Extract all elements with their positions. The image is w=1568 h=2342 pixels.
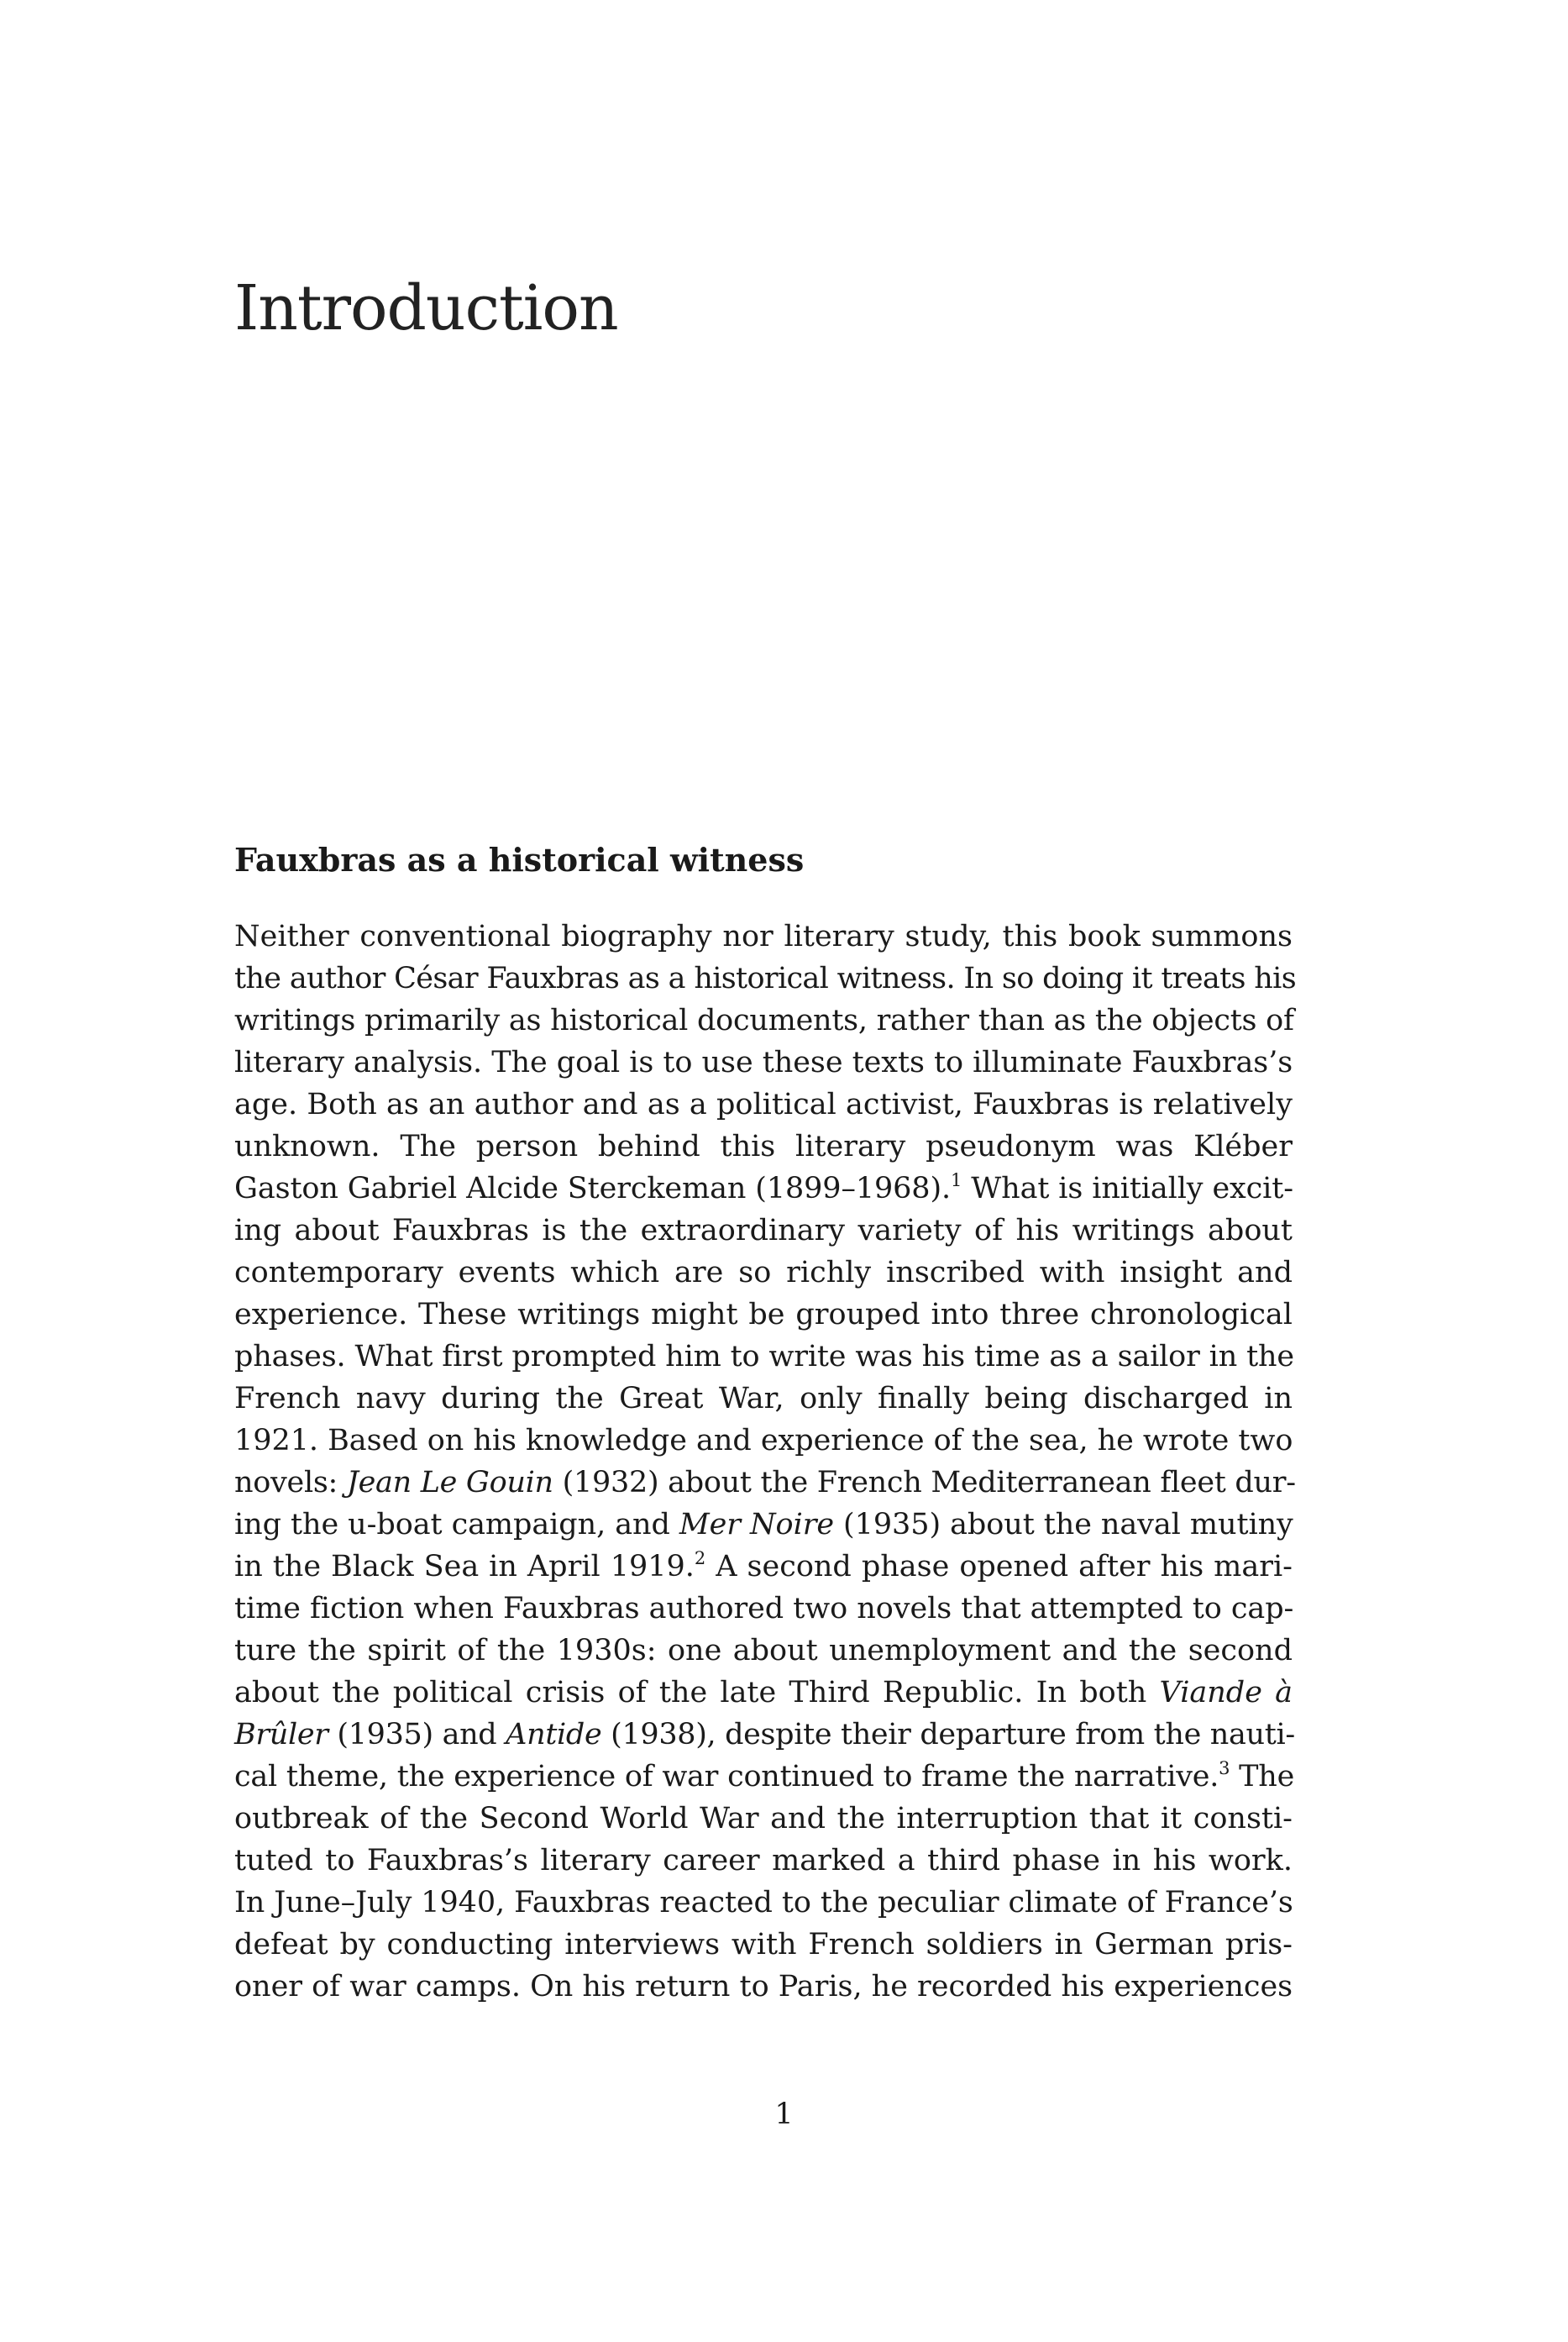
text-line <box>234 1000 1293 1042</box>
text-line <box>234 1378 1293 1420</box>
text-run: (1935) and <box>328 1718 506 1751</box>
book-title-italic: Mer Noire <box>679 1508 834 1541</box>
text-line <box>234 1630 1293 1672</box>
text-run: defeat by conducting interviews with French soldiers in German pris- <box>234 1928 1293 1961</box>
text-run: writings primarily as historical documents, rather than as the objects of <box>234 1004 1294 1037</box>
text-run: Gaston Gabriel Alcide Sterckeman (1899–1968). <box>234 1172 952 1205</box>
text-line <box>234 1966 1293 2008</box>
page-number: 1 <box>774 2098 794 2131</box>
text-run: (1938), despite their departure from the nauti- <box>601 1718 1295 1751</box>
text-run: literary analysis. The goal is to use these texts to illuminate Fauxbras’s <box>234 1046 1293 1079</box>
text-run: age. Both as an author and as a political activist, Fauxbras is relatively <box>234 1088 1293 1121</box>
text-line <box>234 1168 1293 1210</box>
text-run: French navy during the Great War, only finally being discharged in <box>234 1382 1293 1415</box>
text-line <box>234 1672 1293 1714</box>
text-line <box>234 1252 1293 1294</box>
text-run: (1932) about the French Mediterranean fleet dur- <box>553 1466 1296 1499</box>
text-line <box>234 1210 1293 1252</box>
text-run: time fiction when Fauxbras authored two novels that attempted to cap- <box>234 1592 1294 1625</box>
text-line <box>234 1714 1293 1756</box>
text-run: experience. These writings might be grouped into three chronological <box>234 1298 1293 1331</box>
book-title-italic: Brûler <box>234 1718 328 1751</box>
text-line <box>234 1882 1293 1924</box>
text-run: unknown. The person behind this literary pseudonym was Kléber <box>234 1130 1293 1163</box>
text-run: The <box>1230 1760 1295 1793</box>
text-line <box>234 1756 1293 1798</box>
text-line <box>234 1462 1296 1504</box>
text-run: In June–July 1940, Fauxbras reacted to the peculiar climate of France’s <box>234 1886 1293 1919</box>
text-line <box>234 1924 1293 1966</box>
book-title-italic: Jean Le Gouin <box>346 1466 553 1499</box>
book-title-italic: Viande à <box>1159 1676 1293 1709</box>
text-run: ing the u-boat campaign, and <box>234 1508 679 1541</box>
text-line <box>234 1546 1293 1588</box>
text-line <box>234 916 1293 958</box>
footnote-marker: 2 <box>694 1548 706 1568</box>
text-run: cal theme, the experience of war continued to frame the narrative. <box>234 1760 1219 1793</box>
text-line <box>234 1042 1293 1084</box>
text-run: outbreak of the Second World War and the interruption that it consti- <box>234 1802 1293 1835</box>
text-line <box>234 1336 1293 1378</box>
text-run: phases. What first prompted him to write was his time as a sailor in the <box>234 1340 1294 1373</box>
text-run: novels: <box>234 1466 347 1499</box>
text-run: tuted to Fauxbras’s literary career marked a third phase in his work. <box>234 1844 1293 1877</box>
text-run: in the Black Sea in April 1919. <box>234 1550 695 1583</box>
chapter-title: Introduction <box>234 272 618 344</box>
text-line <box>234 1588 1293 1630</box>
text-line <box>234 1840 1293 1882</box>
text-line <box>234 958 1297 1000</box>
text-run: What is initially excit- <box>962 1172 1293 1205</box>
text-run: 1921. Based on his knowledge and experience of the sea, he wrote two <box>234 1424 1293 1457</box>
body-paragraph <box>234 916 1297 2008</box>
text-run: oner of war camps. On his return to Paris, he recorded his experiences <box>234 1970 1293 2003</box>
footnote-marker: 3 <box>1219 1758 1230 1778</box>
text-run: A second phase opened after his mari- <box>705 1550 1293 1583</box>
text-run: (1935) about the naval mutiny <box>834 1508 1293 1541</box>
footnote-marker: 1 <box>951 1170 962 1190</box>
text-line <box>234 1084 1293 1126</box>
text-run: ing about Fauxbras is the extraordinary variety of his writings about <box>234 1214 1293 1247</box>
text-run: contemporary events which are so richly inscribed with insight and <box>234 1256 1293 1289</box>
book-title-italic: Antide <box>506 1718 602 1751</box>
text-run: the author César Fauxbras as a historical witness. In so doing it treats his <box>234 962 1297 995</box>
text-line <box>234 1798 1293 1840</box>
text-run: Neither conventional biography nor literary study, this book summons <box>234 920 1293 953</box>
section-heading: Fauxbras as a historical witness <box>234 841 805 879</box>
text-line <box>234 1420 1293 1462</box>
text-line <box>234 1294 1293 1336</box>
text-run: ture the spirit of the 1930s: one about unemployment and the second <box>234 1634 1293 1667</box>
text-line <box>234 1504 1293 1546</box>
text-run: about the political crisis of the late Third Republic. In both <box>234 1676 1160 1709</box>
text-line <box>234 1126 1293 1168</box>
